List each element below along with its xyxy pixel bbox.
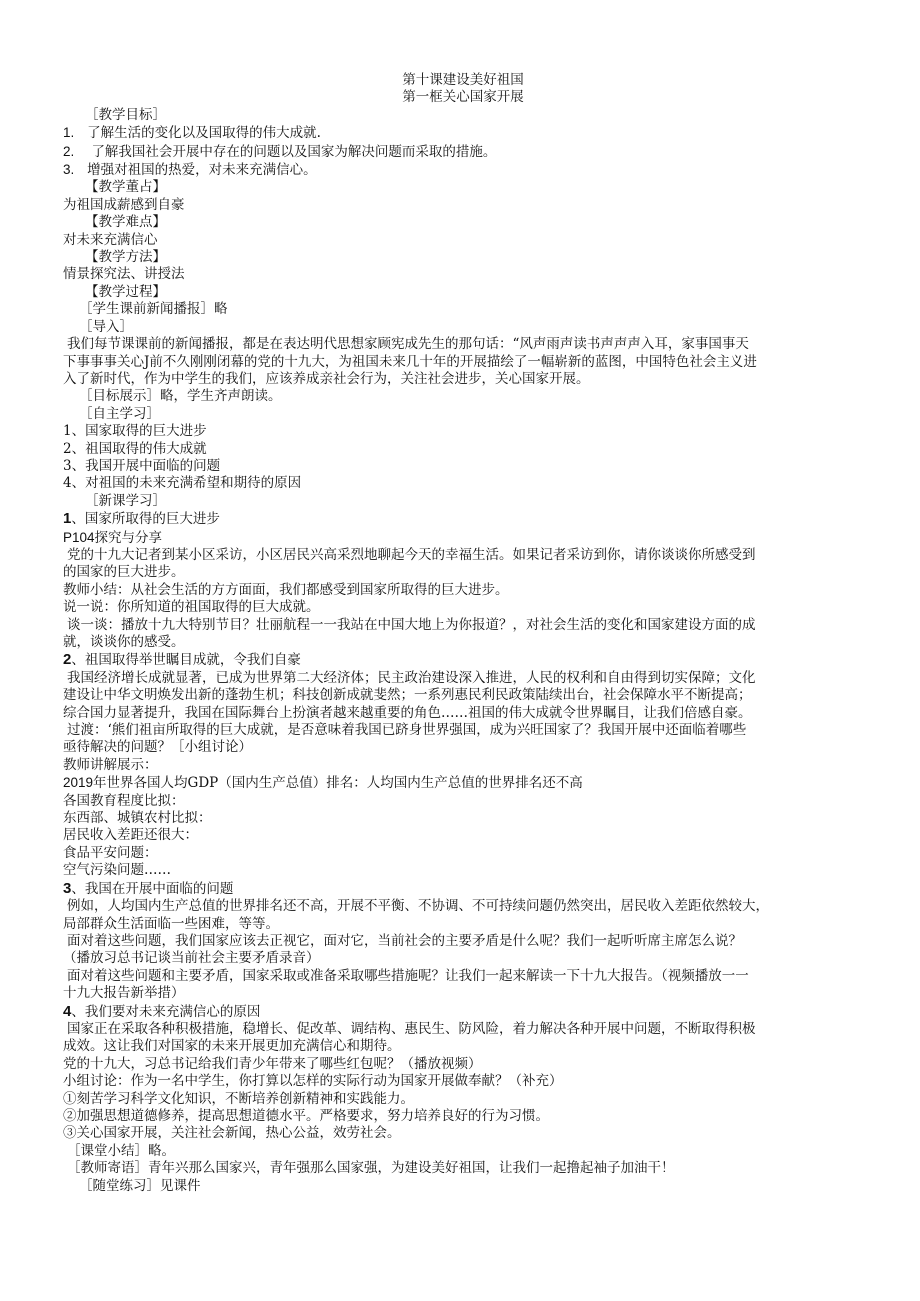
goal-number: 1. <box>63 125 75 141</box>
section-3-line: 局部群众生活面临一些困难，等等。 <box>63 915 279 932</box>
section-title: 、国家所取得的巨大进步 <box>71 511 220 528</box>
section-1-line: 的国家的巨大进步。 <box>63 564 185 581</box>
section-number: 3 <box>63 879 72 897</box>
document-body <box>63 72 863 1195</box>
difficulty-text: 对未来充满信心 <box>63 231 158 248</box>
intro-paragraph-line: 入了新时代，作为中学生的我们，应该养成亲社会行为，关注社会进步，关心国家开展。 <box>63 370 590 387</box>
section-number: 1 <box>63 510 72 528</box>
section-number: 2 <box>63 651 72 669</box>
goal-item <box>63 143 863 161</box>
section-title: 、我们要对未来充满信心的原因 <box>71 1003 261 1020</box>
section-2-heading <box>63 651 863 669</box>
intro-paragraph-line: 下事事事关心J前不久刚刚闭幕的党的十九大，为祖国未来几十年的开展描绘了一幅崭新的蓝图，中国特色社会主义进 <box>63 353 757 370</box>
section-2-line: 教师讲解展示： <box>63 756 158 773</box>
method-heading: 【教学方法】 <box>85 249 166 266</box>
section-2-line: 过渡：‘熊们祖亩所取得的巨大成就，是否意味着我国已跻身世界强国，成为兴旺国家了？我国开展中还面临着哪些 <box>67 722 747 739</box>
key-point-text: 为祖国成薪感到自豪 <box>63 196 185 213</box>
gdp-text: 年世界各国人均GDP（国内生产总值）排名：人均国内生产总值的世界排名还不高 <box>93 775 583 792</box>
section-4-line: 成效。这让我们对国家的未来开展更加充满信心和期待。 <box>63 1038 401 1055</box>
section-4-line: 国家正在采取各种积极措施，稳增长、促改革、调结构、惠民生、防风险，着力解决各种开展中问题，不断取得积极 <box>67 1020 756 1037</box>
process-heading: 【教学过程】 <box>85 283 166 300</box>
comparison-line: 东西部、城镇农村比拟： <box>63 810 212 827</box>
section-2-line: 建设让中华文明焕发出新的蓬勃生机；科技创新成就斐然；一系列惠民利民政策陆续出台，社会保障水平不断提高； <box>63 687 752 704</box>
section-title: 、祖国取得举世瞩目成就，令我们自豪 <box>71 652 301 669</box>
key-point-heading: 【教学董占】 <box>85 179 166 196</box>
self-study-item: 2、祖国取得的伟大成就 <box>63 440 207 457</box>
section-4-line: ③关心国家开展，关注社会新闻，热心公益，效劳社会。 <box>63 1125 401 1142</box>
goals-heading: ［教学目标］ <box>85 106 166 123</box>
section-3-line: 十九大报告新举措） <box>63 985 185 1002</box>
self-study-item: 4、对祖国的未来充满希望和期待的原因 <box>63 475 302 492</box>
section-4-line: 小组讨论：作为一名中学生，你打算以怎样的实际行动为国家开展做奉献？（补充） <box>63 1073 563 1090</box>
method-text: 情景探究法、讲授法 <box>63 266 185 283</box>
explore-label: 探究与分享 <box>94 529 163 546</box>
section-3-line: 面对着这些问题，我们国家应该去正视它，面对它，当前社会的主要矛盾是什么呢？我们一起听听席主席怎么说？ <box>67 932 742 949</box>
new-lesson-heading: ［新课学习］ <box>85 492 166 509</box>
goal-item <box>63 161 863 179</box>
section-1-line: 就，谈谈你的感受。 <box>63 634 185 650</box>
class-summary-line: ［课堂小结］略。 <box>67 1142 175 1159</box>
explore-share-line <box>63 529 863 547</box>
comparison-line: 食品平安问题： <box>63 844 158 861</box>
self-study-item: 3、我国开展中面临的问题 <box>63 457 221 474</box>
section-title: 、我国在开展中面临的问题 <box>71 880 234 897</box>
section-number: 4 <box>63 1002 72 1020</box>
section-1-line: 教师小结：从社会生活的方方面面，我们都感受到国家所取得的巨大进步。 <box>63 581 509 598</box>
comparison-line: 空气污染问题…… <box>63 862 171 879</box>
difficulty-heading: 【教学难点】 <box>85 214 166 231</box>
section-4-heading <box>63 1003 863 1021</box>
intro-heading: ［导入］ <box>79 318 133 335</box>
goal-number: 3. <box>63 162 75 178</box>
section-4-line: ②加强思想道德修养，提高思想道德水平。严格要求，努力培养良好的行为习惯。 <box>63 1107 549 1124</box>
section-1-heading <box>63 510 863 528</box>
section-2-line: 综合国力显著提升，我国在国际舞台上扮演者越来越重要的角色……祖国的伟大成就令世界瞩目，让我们倍感自豪。 <box>63 704 752 721</box>
goal-text: 增强对祖国的热爱，对未来充满信心。 <box>87 162 317 179</box>
goal-display-line: ［目标展示］略，学生齐声朗读。 <box>79 388 282 405</box>
comparison-line: 居民收入差距还很大： <box>63 827 198 844</box>
page-reference: P104 <box>63 529 95 545</box>
practice-line: ［随堂练习］见课件 <box>79 1177 201 1194</box>
section-3-line: （播放习总书记谈当前社会主要矛盾录音） <box>63 950 320 967</box>
goal-text: 了解我国社会开展中存在的问题以及国家为解决问题而采取的措施。 <box>91 143 497 160</box>
document-subtitle: 第一框关心国家开展 <box>402 89 524 106</box>
teacher-message-line: ［教师寄语］青年兴那么国家兴，青年强那么国家强，为建设美好祖国，让我们一起撸起袖子加油干！ <box>67 1160 675 1177</box>
self-study-heading: ［自主学习］ <box>79 405 160 422</box>
section-1-line: 党的十九大记者到某小区采访，小区居民兴高采烈地聊起今天的幸福生活。如果记者采访到你，请你谈谈你所感受到 <box>67 546 756 563</box>
self-study-item: 1、国家取得的巨大进步 <box>63 423 207 440</box>
section-3-heading <box>63 880 863 898</box>
goal-number: 2. <box>63 143 75 159</box>
news-report-line: ［学生课前新闻播报］略 <box>79 301 228 318</box>
goal-item <box>63 124 863 142</box>
document-title: 第十课建设美好祖国 <box>402 72 524 88</box>
intro-paragraph-line: 我们每节课课前的新闻播报，都是在表达明代思想家顾宪成先生的那句话：“风声雨声读书声声声入耳，家事国事天 <box>67 336 749 353</box>
section-1-line: 谈一谈：播放十九大特别节目？壮丽航程一一我站在中国大地上为你报道？，对社会生活的变化和国家建设方面的成 <box>67 616 756 633</box>
section-2-line: 亟待解决的问题？［小组讨论） <box>63 739 252 756</box>
section-2-line: 我国经济增长成就显著，已成为世界第二大经济体；民主政治建设深入推进，人民的权利和自由得到切实保障；文化 <box>67 669 756 686</box>
section-3-line: 例如，人均国内生产总值的世界排名还不高，开展不平衡、不协调、不可持续问题仍然突出，居民收入差距依然较大， <box>67 898 769 915</box>
section-1-line: 说一说：你所知道的祖国取得的巨大成就。 <box>63 599 320 616</box>
section-4-line: 党的十九大，习总书记给我们青少年带来了哪些红包呢？（播放视频） <box>63 1055 482 1072</box>
section-3-line: 面对着这些问题和主要矛盾，国家采取或准备采取哪些措施呢？让我们一起来解读一下十九大报告。（视频播放一一 <box>67 967 749 984</box>
comparison-line: 各国教育程度比拟： <box>63 792 185 809</box>
gdp-ranking-line <box>63 774 863 792</box>
goal-text: 了解生活的变化以及国取得的伟大成就. <box>87 125 321 142</box>
section-4-line: ①刻苦学习科学文化知识，不断培养创新精神和实践能力。 <box>63 1090 414 1107</box>
gdp-year: 2019 <box>63 775 94 791</box>
